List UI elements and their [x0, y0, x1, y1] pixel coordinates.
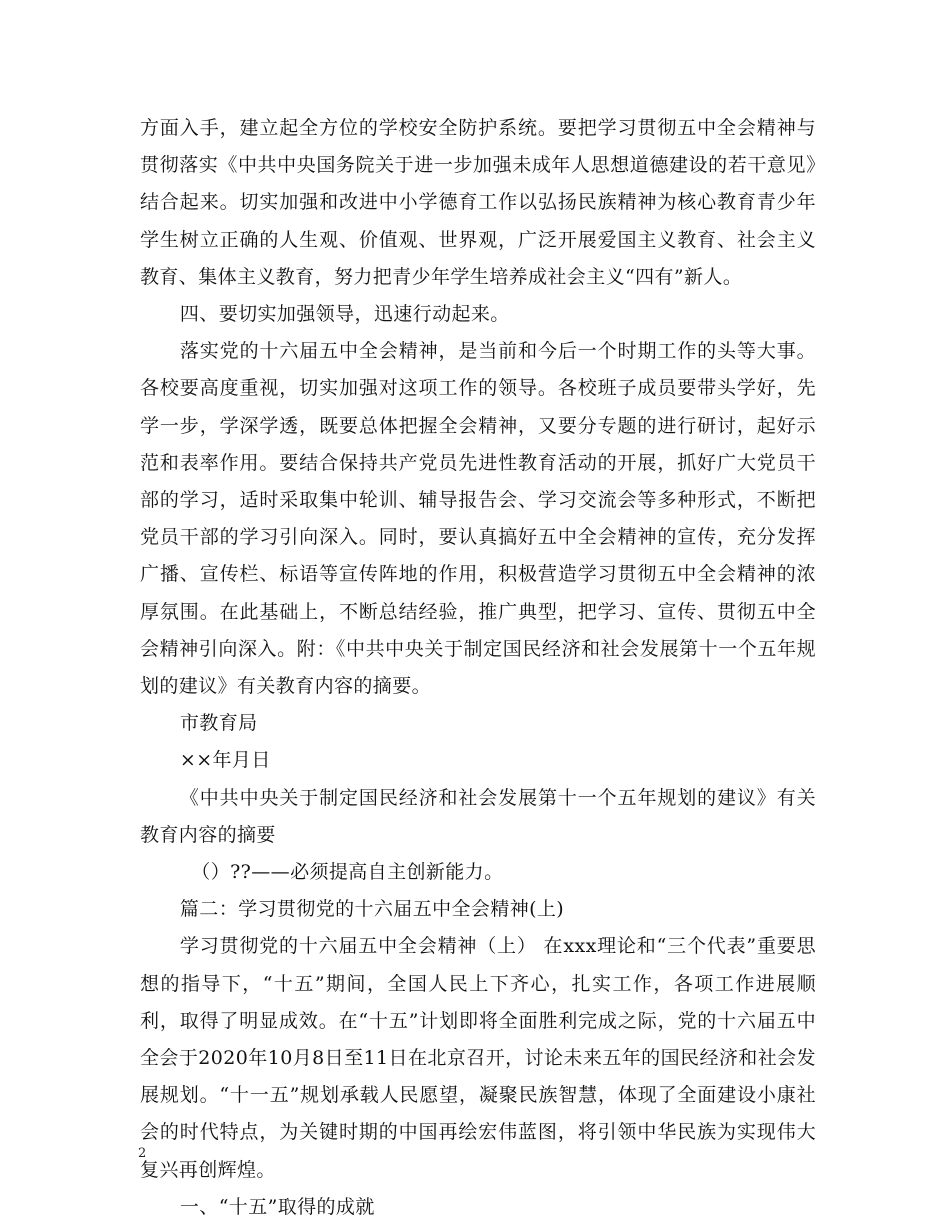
chapter-two-title: 篇二：学习贯彻党的十六届五中全会精神(上) [179, 898, 565, 921]
page-number: 2 [138, 1146, 147, 1161]
heading-section-four: 四、要切实加强领导，迅速行动起来。 [179, 303, 510, 326]
paragraph-leadership: 落实党的十六届五中全会精神，是当前和今后一个时期工作的头等大事。各校要高度重视，切实加强对这项工作的领导。各校班子成员要带头学好，先学一步，学深学透，既要总体把握全会精神，又要分专题的进行研讨，起好示范和表率作用。要结合保持共产党员先进性教育活动的开展，抓好广大党员干部的学习，适时采取集中轮训、辅导报告会、学习交流会等多种形式，不断把党员干部的学习引向深入。同时，要认真搞好五中全会精神的宣传，充分发挥广播、宣传栏、标语等宣传阵地的作用，积极营造学习贯彻五中全会精神的浓厚氛围。在此基础上，不断总结经验，推广典型，把学习、宣传、贯彻五中全会精神引向深入。附：《中共中央关于制定国民经济和社会发展第十一个五年规划的建议》有关教育内容的摘要。 [140, 340, 816, 698]
signature-date: ××年月日 [179, 749, 271, 772]
paragraph-school-safety-and-moral-education: 方面入手，建立起全方位的学校安全防护系统。要把学习贯彻五中全会精神与贯彻落实《中共中央国务院关于进一步加强未成年人思想道德建设的若干意见》结合起来。切实加强和改进中小学德育工作以弘扬民族精神为核心教育青少年学生树立正确的人生观、价值观、世界观，广泛开展爱国主义教育、社会主义教育、集体主义教育，努力把青少年学生培养成社会主义“四有”新人。 [140, 117, 816, 288]
signature-issuer: 市教育局 [179, 712, 258, 735]
appendix-item: （）??——必须提高自主创新能力。 [191, 861, 504, 884]
appendix-title: 《中共中央关于制定国民经济和社会发展第十一个五年规划的建议》有关教育内容的摘要 [140, 786, 816, 846]
document-body [140, 110, 816, 1226]
heading-achievements: 一、“十五”取得的成就 [179, 1195, 375, 1218]
paragraph-plenary-introduction: 学习贯彻党的十六届五中全会精神（上） 在xxx理论和“三个代表”重要思想的指导下，“十五”期间，全国人民上下齐心，扎实工作，各项工作进展顺利，取得了明显成效。在“十五”计划即将全面胜利完成之际，党的十六届五中全会于2020年10月8日至11日在北京召开，讨论未来五年的国民经济和社会发展规划。“十一五”规划承载人民愿望，凝聚民族智慧，体现了全面建设小康社会的时代特点，为关键时期的中国再绘宏伟蓝图，将引领中华民族为实现伟大复兴再创辉煌。 [140, 935, 816, 1181]
